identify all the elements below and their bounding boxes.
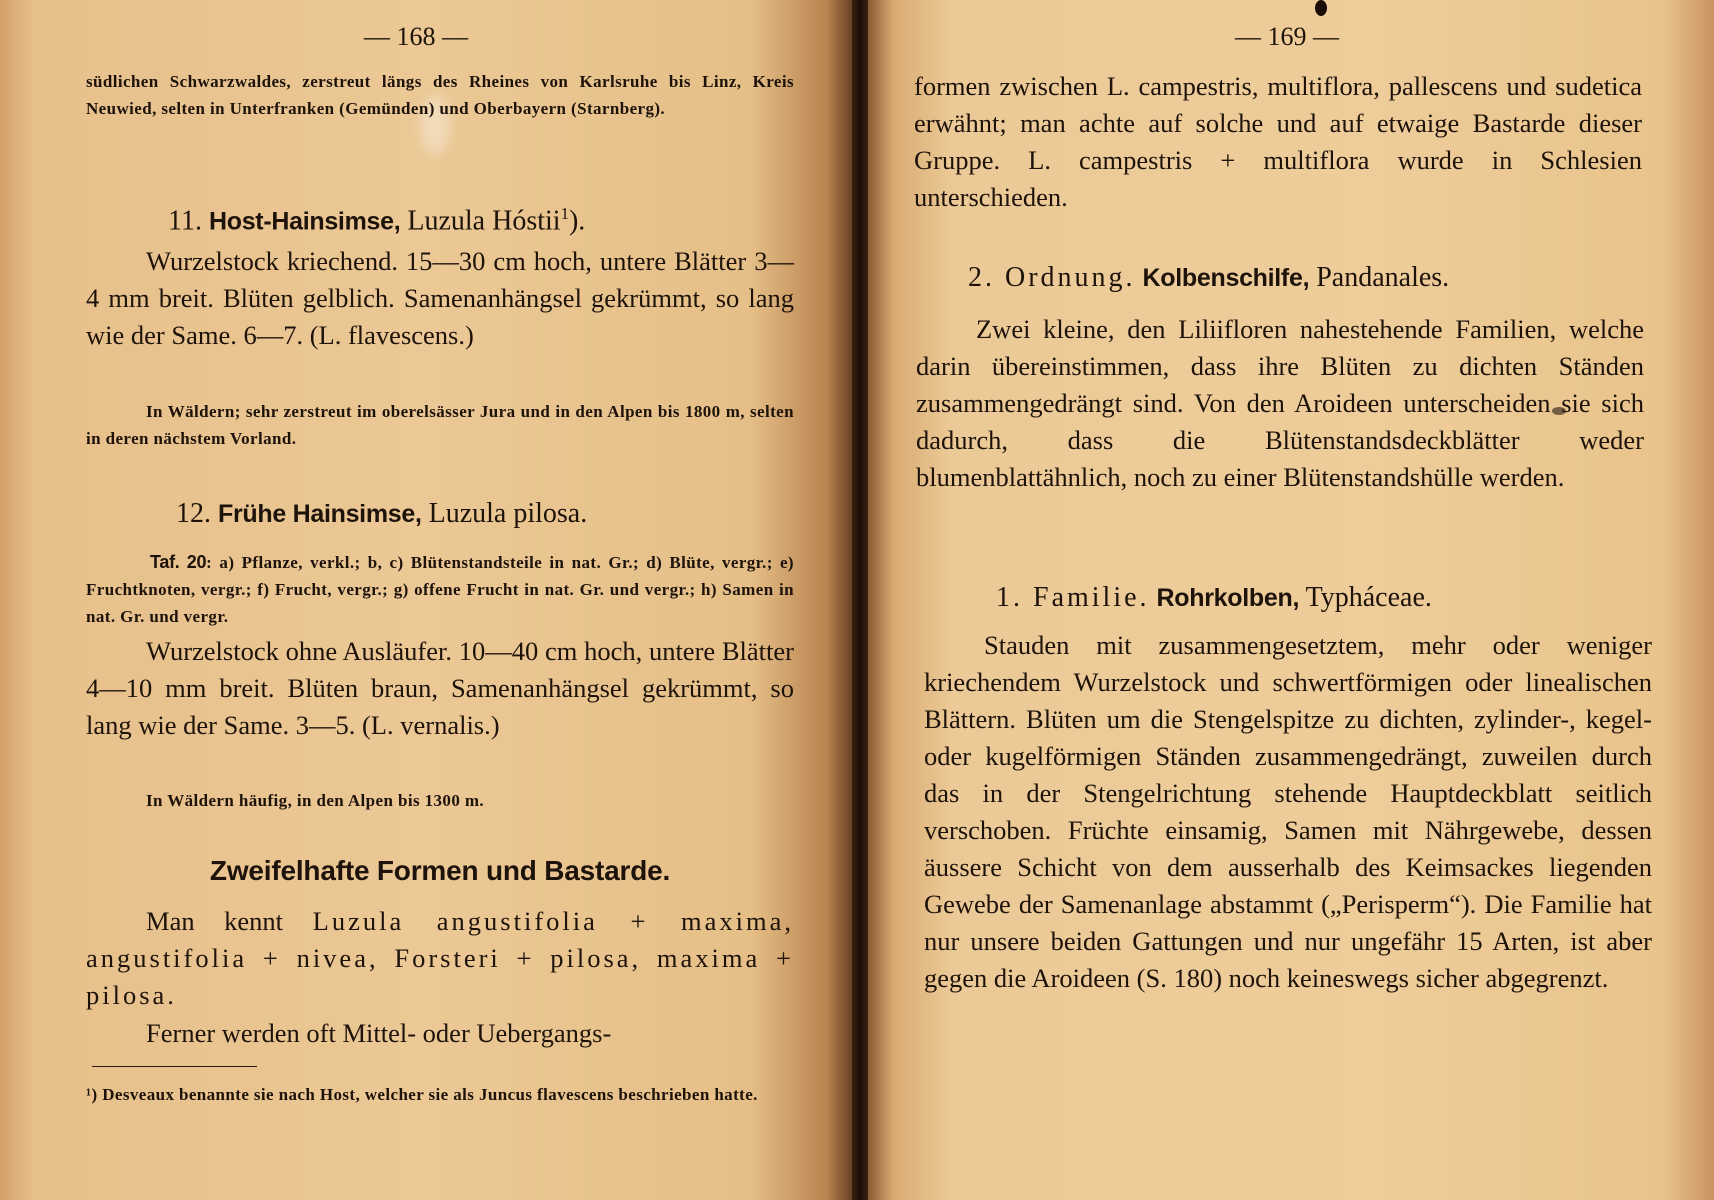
section-title: Zweifelhafte Formen und Bastarde. <box>209 855 671 886</box>
plate-reference <box>86 549 794 630</box>
species-number: 11. <box>168 205 202 237</box>
paragraph-intro: Man kennt <box>146 906 284 936</box>
left-page <box>0 0 852 1200</box>
latin-name: Luzula pilosa. <box>428 498 588 529</box>
plate-label: Taf. 20 <box>150 552 207 572</box>
order-prefix: 2. Ordnung. <box>968 262 1136 293</box>
german-name: Host-Hainsimse, <box>208 207 401 236</box>
paper-stain <box>1315 0 1327 16</box>
german-name: Frühe Hainsimse, <box>218 500 422 528</box>
intro-text: südlichen Schwarzwaldes, zerstreut längs des Rheines von Karlsruhe bis Linz, Kreis Neuwied, selten in Unterfranken (Gemünden) und Oberbayern (Starnberg). <box>86 72 794 118</box>
page-number: — 168 — <box>364 22 468 51</box>
species-description: Wurzelstock ohne Ausläufer. 10—40 cm hoch, untere Blätter 4—10 mm breit. Blüten braun, Samenanhängsel gekrümmt, so lang wie der Same. 3—5. (L. vernalis.) <box>86 636 794 740</box>
order-description: Zwei kleine, den Liliifloren nahestehende Familien, welche darin übereinstimmen, dass ihre Blüten zu dichten Ständen zusammengedrängt sind. Von den Aroideen unterscheiden sie sich dadurch, dass die Blütenstandsdeckblätter weder blumenblattähnlich, noch zu einer Blütenstandshülle werden. <box>916 314 1644 492</box>
family-prefix: 1. Familie. <box>996 582 1150 613</box>
page-number: — 169 — <box>1235 22 1339 51</box>
continuation-text: formen zwischen L. campestris, multiflora, pallescens und sudetica erwähnt; man achte auf solche und auf etwaige Bastarde dieser Gruppe. L. campestris + multiflora wurde in Schlesien unterschieden. <box>914 71 1642 212</box>
species-heading <box>168 196 852 239</box>
heading-suffix: ). <box>568 205 586 237</box>
family-heading <box>996 580 1714 616</box>
species-description: Wurzelstock kriechend. 15—30 cm hoch, untere Blätter 3—4 mm breit. Blüten gelblich. Samenanhängsel gekrümmt, so lang wie der Same. 6—7. (L. flavescens.) <box>86 246 794 350</box>
hybrid-names: Luzula angustifolia + maxima, angustifolia + nivea, Forsteri + pilosa, maxima + pilosa. <box>86 906 795 1010</box>
footnote-mark: 1 <box>560 204 569 223</box>
german-name: Kolbenschilfe, <box>1142 264 1310 292</box>
species-heading <box>176 496 852 532</box>
latin-name: Typháceae. <box>1305 582 1432 613</box>
german-name: Rohrkolben, <box>1156 584 1300 612</box>
section-paragraph <box>86 903 794 1014</box>
latin-name: Luzula Hóstii <box>407 205 561 237</box>
section-paragraph: Ferner werden oft Mittel- oder Uebergangs- <box>146 1018 612 1048</box>
book-gutter <box>852 0 868 1200</box>
plate-text: : a) Pflanze, verkl.; b, c) Blütenstandsteile in nat. Gr.; d) Blüte, vergr.; e) Fruchtknoten, vergr.; f) Frucht, vergr.; g) offene Frucht in nat. Gr. und vergr.; h) Samen in nat. Gr. und vergr. <box>86 553 794 626</box>
order-heading <box>968 260 1696 296</box>
species-number: 12. <box>176 498 211 529</box>
habitat-text: In Wäldern häufig, in den Alpen bis 1300 m. <box>146 791 485 810</box>
family-description: Stauden mit zusammengesetztem, mehr oder weniger kriechendem Wurzelstock und schwertförmigen oder linealischen Blättern. Blüten um die Stengelspitze zu dichten, zylinder-, kegel- oder kugelförmigen Ständen zusammengedrängt, zuweilen durch das in der Stengelrichtung stehende Hauptdeckblatt seitlich verschoben. Früchte einsamig, Samen mit Nährgewebe, dessen äussere Schicht von dem ausserhalb des Keimsackes liegenden Gewebe der Samenanlage abstammt („Perisperm“). Die Familie hat nur unsere beiden Gattungen und nur ungefähr 15 Arten, ist aber gegen die Aroideen (S. 180) noch keineswegs sicher abgegrenzt. <box>924 630 1652 993</box>
habitat-text: In Wäldern; sehr zerstreut im oberelsässer Jura und in den Alpen bis 1800 m, selten in deren nächstem Vorland. <box>86 402 794 448</box>
right-page <box>868 0 1714 1200</box>
latin-name: Pandanales. <box>1316 262 1450 293</box>
footnote-rule <box>92 1066 257 1067</box>
footnote: ¹) Desveaux benannte sie nach Host, welcher sie als Juncus flavescens beschrieben hatte. <box>86 1085 758 1104</box>
